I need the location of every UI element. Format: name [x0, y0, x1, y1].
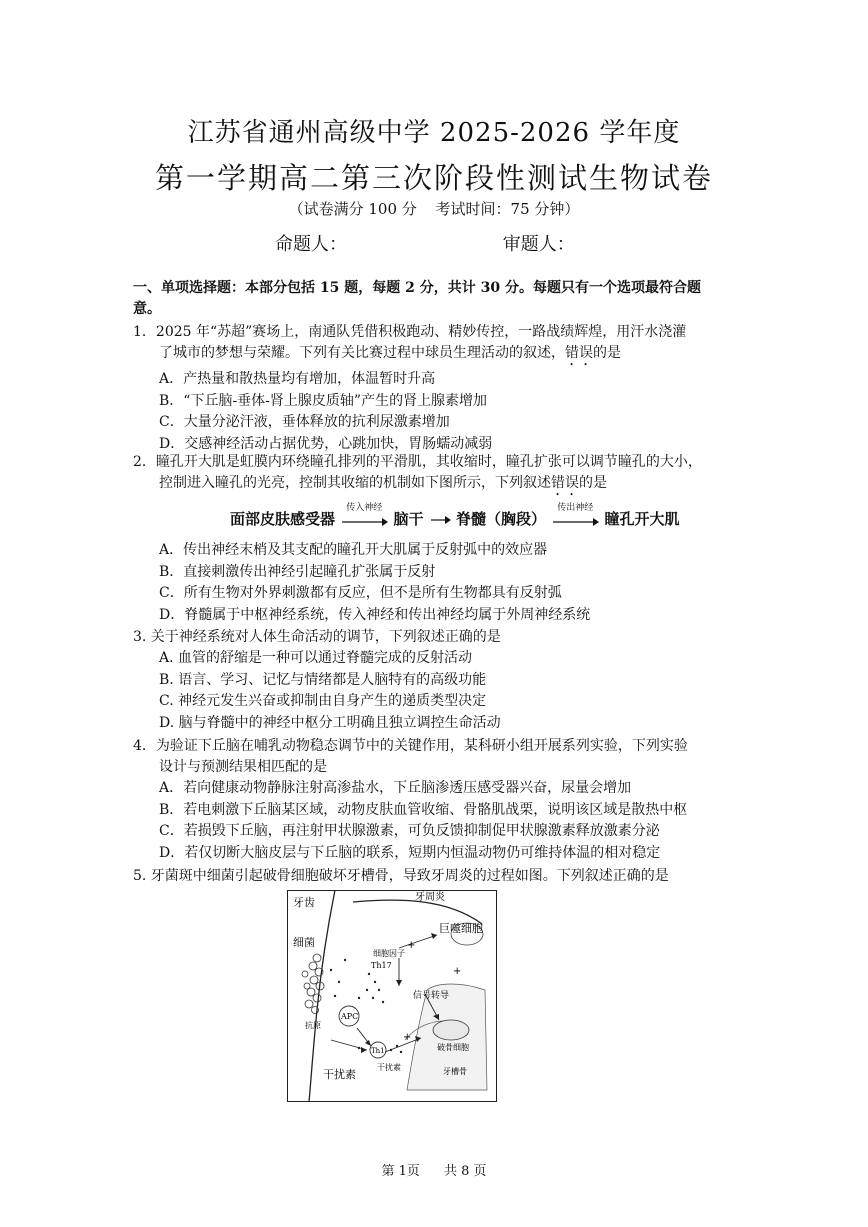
question-2-options [133, 540, 743, 626]
question-4 [133, 736, 743, 864]
option-c: C．若损毁下丘脑，再注射甲状腺激素，可负反馈抑制促甲状腺激素释放激素分泌 [159, 823, 660, 839]
stem-text: 的是 [579, 475, 607, 491]
emphasis-word: 错误 [551, 475, 579, 491]
authors-line [275, 230, 575, 256]
page-number: 第 1页 [381, 1164, 420, 1179]
question-stem: 2．瞳孔开大肌是虹膜内环绕瞳孔排列的平滑肌，其收缩时，瞳孔扩张可以调节瞳孔的大小， [133, 454, 702, 470]
question-1 [133, 322, 743, 455]
stem-text: 了城市的梦想与荣耀。下列有关比赛过程中球员生理活动的叙述， [159, 345, 565, 361]
exam-paper-title: 第一学期高二第三次阶段性测试生物试卷 [154, 161, 713, 195]
label-tooth: 牙齿 [293, 896, 315, 909]
section-heading-line: 意。 [133, 301, 161, 317]
stem-text: 控制进入瞳孔的光亮，控制其收缩的机制如下图所示，下列叙述 [159, 475, 551, 491]
label-cytokine: 细胞因子 [373, 949, 405, 958]
exam-time: 考试时间：75 分钟） [435, 200, 580, 218]
stem-text: 的是 [593, 345, 621, 361]
option-d: D．若仅切断大脑皮层与下丘脑的联系，短期内恒温动物仍可维持体温的相对稳定 [159, 844, 661, 861]
flow-spinal: 脊髓（胸段） [455, 510, 546, 528]
author-label: 命题人： [275, 234, 347, 255]
plus-sign: + [453, 966, 462, 977]
question-5 [133, 866, 743, 887]
option-b: B. 语言、学习、记忆与情绪都是人脑特有的高级功能 [159, 671, 487, 688]
reviewer-label: 审题人： [502, 234, 575, 255]
question-stem-cont: 设计与预测结果相匹配的是 [159, 759, 327, 775]
plus-sign: + [407, 940, 416, 951]
option-a: A．传出神经末梢及其支配的瞳孔开大肌属于反射弧中的效应器 [159, 542, 548, 558]
exam-school-title: 江苏省通州高级中学 2025-2026 学年度 [187, 118, 681, 148]
option-d: D．交感神经活动占据优势，心跳加快，胃肠蠕动减弱 [159, 435, 493, 452]
label-th17: Th17 [371, 961, 392, 970]
label-bacteria: 细菌 [293, 936, 315, 949]
question-3 [133, 627, 743, 734]
option-c: C．大量分泌汗液，垂体释放的抗利尿激素增加 [159, 414, 450, 430]
flow-brainstem: 脑干 [393, 510, 424, 528]
osteoclast-cell [433, 1020, 469, 1040]
page-total: 共 8 页 [444, 1164, 487, 1179]
option-b: B．直接刺激传出神经引起瞳孔扩张属于反射 [159, 563, 436, 580]
option-d: D. 脑与脊髓中的神经中枢分工明确且独立调控生命活动 [159, 714, 501, 731]
section-heading-line: 一、单项选择题：本部分包括 15 题，每题 2 分，共计 30 分。每题只有一个选项最符合题 [133, 280, 701, 296]
right-arrow-icon [340, 510, 388, 530]
exam-meta [0, 198, 868, 219]
label-alveolar-bone: 牙槽骨 [443, 1067, 467, 1076]
question-stem: 5. 牙菌斑中细菌引起破骨细胞破坏牙槽骨，导致牙周炎的过程如图。下列叙述正确的是 [133, 868, 669, 884]
question-2 [133, 452, 743, 499]
label-interferon: 干扰素 [323, 1068, 356, 1081]
label-interferon-small: 干扰素 [377, 1063, 401, 1072]
label-osteoclast: 破骨细胞 [437, 1043, 469, 1052]
flow-arrow-label: 传入神经 [346, 503, 383, 513]
label-macrophage: 巨噬细胞 [439, 922, 483, 935]
label-antigen: 抗原 [305, 1021, 321, 1030]
option-a: A．若向健康动物静脉注射高渗盐水，下丘脑渗透压感受器兴奋，尿量会增加 [159, 780, 632, 796]
question-stem: 4．为验证下丘脑在哺乳动物稳态调节中的关键作用，某科研小组开展系列实验，下列实验 [133, 738, 688, 754]
option-c: C．所有生物对外界刺激都有反应，但不是所有生物都具有反射弧 [159, 585, 562, 601]
emphasis-word: 错误 [565, 345, 593, 361]
label-periodontitis: 牙周炎 [415, 892, 445, 903]
periodontitis-figure [287, 890, 497, 1102]
question-stem-cont [133, 473, 743, 499]
page-footer [0, 1160, 868, 1179]
label-signal: 信号转导 [413, 991, 450, 1001]
option-a: A. 血管的舒缩是一种可以通过脊髓完成的反射活动 [159, 650, 473, 666]
option-d: D．脊髓属于中枢神经系统，传入神经和传出神经均属于外周神经系统 [159, 606, 591, 623]
option-b: B．“下丘脑-垂体-肾上腺皮质轴”产生的肾上腺素增加 [159, 392, 488, 409]
flow-receptor: 面部皮肤感受器 [230, 510, 336, 528]
right-arrow-icon [551, 510, 599, 530]
label-th1: Th1 [371, 1047, 385, 1055]
flow-arrow-label: 传出神经 [557, 503, 594, 513]
reflex-pathway-diagram [230, 503, 680, 530]
question-stem-cont [133, 343, 743, 369]
option-b: B．若电刺激下丘脑某区域，动物皮肤血管收缩、骨骼肌战栗，说明该区域是散热中枢 [159, 801, 688, 818]
right-arrow-icon [429, 510, 451, 530]
question-stem: 3. 关于神经系统对人体生命活动的调节，下列叙述正确的是 [133, 629, 501, 645]
plus-sign: + [403, 1032, 412, 1043]
flow-arrow-efferent [551, 503, 599, 530]
section-heading [133, 278, 743, 320]
full-score: （试卷满分 100 分 [288, 200, 417, 218]
option-a: A．产热量和散热量均有增加，体温暂时升高 [159, 371, 436, 387]
option-c: C. 神经元发生兴奋或抑制由自身产生的递质类型决定 [159, 693, 487, 709]
flow-arrow-afferent [340, 503, 388, 530]
label-apc: APC [341, 1012, 359, 1021]
flow-effector: 瞳孔开大肌 [604, 510, 680, 528]
question-stem: 1．2025 年“苏超”赛场上，南通队凭借积极跑动、精妙传控，一路战绩辉煌，用汗水浇灌 [133, 324, 687, 340]
